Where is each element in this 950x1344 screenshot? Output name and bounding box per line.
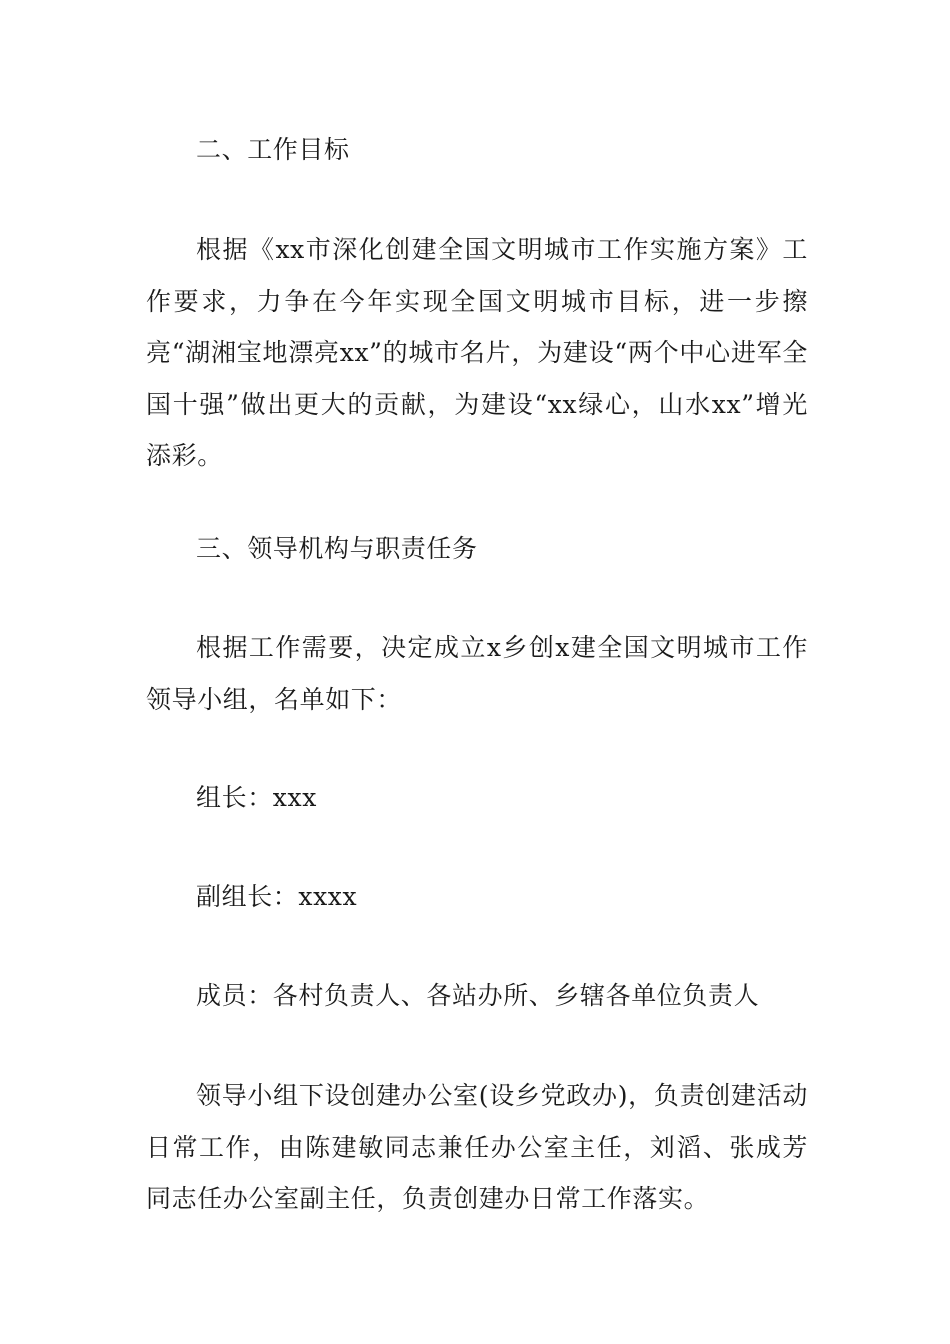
work-goals-paragraph: 根据《xx市深化创建全国文明城市工作实施方案》工作要求，力争在今年实现全国文明城市目标，进一步擦亮“湖湘宝地漂亮xx”的城市名片，为建设“两个中心进军全国十强”做出更大的贡献，为建设“xx绿心，山水xx”增光添彩。	[146, 235, 808, 470]
section-heading-work-goals: 二、工作目标	[196, 135, 350, 164]
group-leader-line: 组长：xxx	[196, 783, 317, 812]
members-line: 成员：各村负责人、各站办所、乡辖各单位负责人	[196, 981, 760, 1010]
deputy-leader-line: 副组长：xxxx	[196, 882, 358, 911]
section-heading-leadership: 三、领导机构与职责任务	[196, 534, 478, 563]
leadership-group-paragraph: 根据工作需要，决定成立x乡创x建全国文明城市工作领导小组，名单如下：	[146, 633, 808, 714]
office-paragraph: 领导小组下设创建办公室(设乡党政办)，负责创建活动日常工作，由陈建敏同志兼任办公室主任，刘滔、张成芳同志任办公室副主任，负责创建办日常工作落实。	[146, 1081, 808, 1213]
